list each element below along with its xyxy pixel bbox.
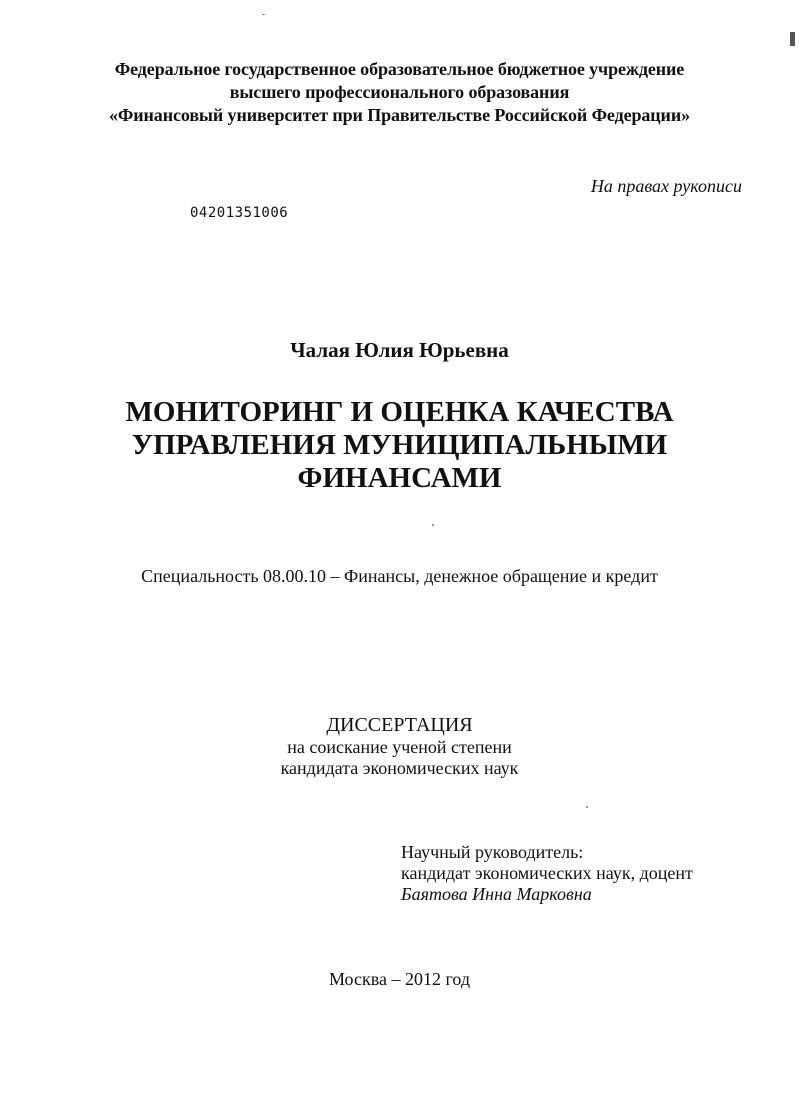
- degree-line-1: на соискание ученой степени: [287, 737, 512, 757]
- author-name: Чалая Юлия Юрьевна: [290, 338, 509, 362]
- title-line-1: МОНИТОРИНГ И ОЦЕНКА КАЧЕСТВА: [125, 396, 674, 428]
- specialty-line: Специальность 08.00.10 – Финансы, денежное обращение и кредит: [141, 566, 658, 586]
- title-line-3: ФИНАНСАМИ: [297, 462, 502, 494]
- catalog-code: 04201351006: [190, 205, 289, 221]
- institution-line-3: «Финансовый университет при Правительстве Российской Федерации»: [109, 105, 690, 125]
- institution-line-1: Федеральное государственное образовательное бюджетное учреждение: [114, 59, 685, 79]
- scan-edge-mark: [790, 32, 795, 46]
- supervisor-credentials: кандидат экономических наук, доцент: [401, 863, 693, 883]
- institution-header: [0, 58, 799, 127]
- scan-speck: [262, 14, 265, 15]
- supervisor-label: Научный руководитель:: [401, 842, 584, 862]
- degree-type: ДИССЕРТАЦИЯ: [326, 714, 473, 736]
- degree-line-2: кандидата экономических наук: [280, 758, 519, 778]
- degree-block: [0, 713, 799, 779]
- supervisor-name: Баятова Инна Марковна: [401, 884, 592, 904]
- scan-speck: [432, 524, 434, 526]
- supervisor-block: [401, 842, 693, 905]
- title-line-2: УПРАВЛЕНИЯ МУНИЦИПАЛЬНЫМИ: [131, 429, 668, 461]
- dissertation-title: [0, 396, 799, 495]
- scan-speck: [586, 806, 588, 808]
- manuscript-note: На правах рукописи: [590, 176, 742, 196]
- city-year: Москва – 2012 год: [328, 969, 471, 989]
- institution-line-2: высшего профессионального образования: [229, 82, 570, 102]
